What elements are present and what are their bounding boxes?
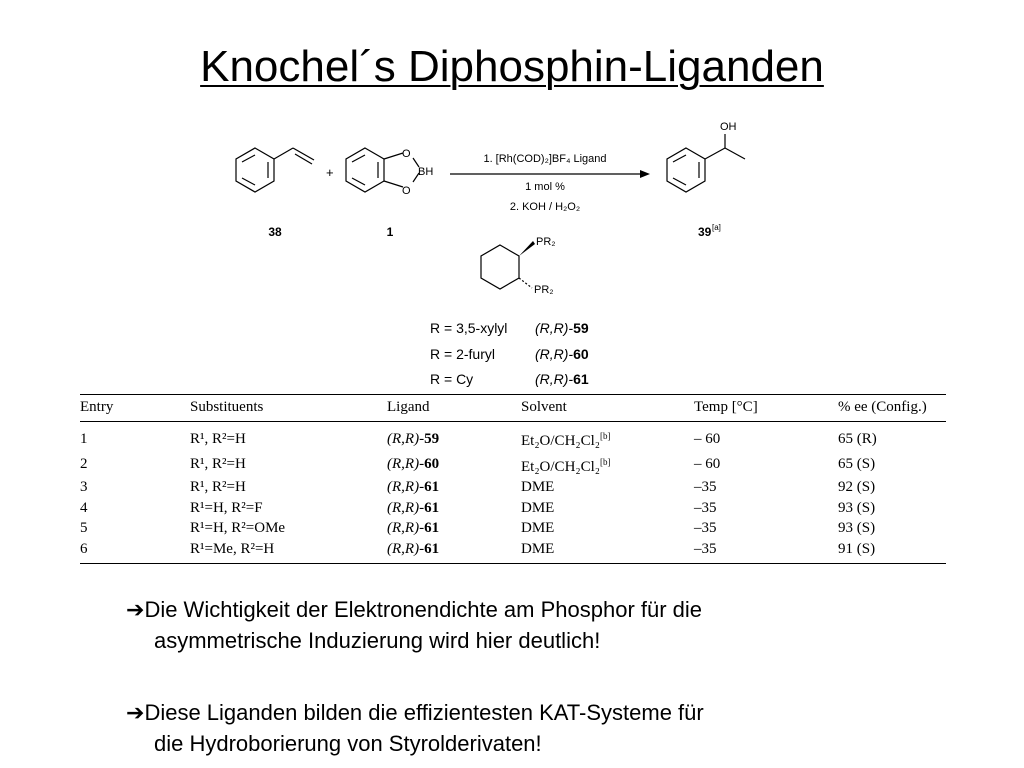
cell-substituents: R¹, R²=H xyxy=(190,456,246,472)
bullet-line-1: Diese Liganden bilden die effizientesten KAT-Systeme für xyxy=(144,700,704,725)
results-table xyxy=(80,394,946,564)
cell-ee: 93 (S) xyxy=(838,499,876,516)
ligand-config: (R,R)- xyxy=(535,371,574,387)
cell-temp: – 60 xyxy=(694,456,721,472)
cell-ligand-config: (R,R)- xyxy=(387,456,425,472)
header-substituents: Substituents xyxy=(190,395,387,422)
cell-temp: –35 xyxy=(694,499,717,516)
cell-solvent xyxy=(521,477,694,498)
cell-ligand-config: (R,R)- xyxy=(387,430,425,447)
cell-ligand-number: 61 xyxy=(424,499,440,516)
cell-ligand-number: 61 xyxy=(424,479,440,495)
cell-ligand-number: 61 xyxy=(424,540,440,557)
cell-ee: 65 (R) xyxy=(838,430,877,447)
bullet-line-2: die Hydroborierung von Styrolderivaten! xyxy=(154,731,542,756)
cell-entry: 6 xyxy=(80,539,190,564)
cell-ligand xyxy=(387,452,521,478)
product-structure xyxy=(667,134,745,192)
ligand-number: 59 xyxy=(573,320,589,336)
cell-entry: 2 xyxy=(80,456,88,472)
header-solvent: Solvent xyxy=(521,395,694,422)
cell-entry: 1 xyxy=(80,430,88,447)
cell-temp: – 60 xyxy=(694,430,721,447)
cell-entry: 5 xyxy=(80,520,88,536)
styrene-structure xyxy=(236,148,314,192)
ligand-r-value: R = 3,5-xylyl xyxy=(430,320,508,336)
cell-ee: 92 (S) xyxy=(838,479,876,495)
cell-ligand xyxy=(387,518,521,539)
cell-substituents: R¹=H, R²=F xyxy=(190,499,263,516)
cell-solvent-text: DME xyxy=(521,520,555,536)
cell-ligand-number: 61 xyxy=(424,520,440,536)
cell-ee: 93 (S) xyxy=(838,520,876,536)
ligand-number: 60 xyxy=(573,346,589,362)
ligand-r-value: R = 2-furyl xyxy=(430,346,495,362)
cell-entry: 3 xyxy=(80,479,88,495)
header-ee: % ee (Config.) xyxy=(838,395,946,422)
cell-solvent-text: Et₂O/CH₂Cl₂ xyxy=(521,458,601,475)
cell-temp: –35 xyxy=(694,479,717,495)
compound-label-39-sup: [a] xyxy=(712,223,721,232)
header-ligand: Ligand xyxy=(387,395,521,422)
condition-line-3: 2. KOH / H₂O₂ xyxy=(509,201,581,213)
cell-substituents: R¹, R²=H xyxy=(190,479,246,495)
cell-substituents: R¹=H, R²=OMe xyxy=(190,520,286,536)
cell-solvent-text: DME xyxy=(521,499,555,516)
ligand-r-value: R = Cy xyxy=(430,371,474,387)
bh-label: BH xyxy=(418,166,434,178)
cell-ligand-number: 59 xyxy=(424,430,440,447)
cell-ligand-config: (R,R)- xyxy=(387,540,425,557)
cell-ligand xyxy=(387,539,521,564)
cell-solvent xyxy=(521,498,694,519)
table-row xyxy=(80,518,946,539)
table-row xyxy=(80,422,946,452)
ligand-number: 61 xyxy=(573,371,589,387)
cell-ligand-number: 60 xyxy=(424,456,440,472)
table-header-row xyxy=(80,395,946,422)
arrow-icon: ➔ xyxy=(126,597,145,622)
ligand-legend-row xyxy=(430,346,589,362)
cell-solvent-text: DME xyxy=(521,479,555,495)
cell-substituents: R¹=Me, R²=H xyxy=(190,539,387,564)
o-top-label: O xyxy=(402,148,411,160)
o-bottom-label: O xyxy=(402,185,411,197)
ligand-legend-row xyxy=(430,371,589,387)
plus-sign: + xyxy=(326,165,334,180)
bullet-point xyxy=(126,697,704,759)
cell-solvent xyxy=(521,518,694,539)
cell-solvent xyxy=(521,422,694,452)
table-row xyxy=(80,539,946,564)
bullet-line-2: asymmetrische Induzierung wird hier deutlich! xyxy=(154,628,601,653)
pr2-top-label: PR₂ xyxy=(536,236,556,248)
header-entry: Entry xyxy=(80,395,190,422)
cell-solvent xyxy=(521,452,694,478)
cell-ligand xyxy=(387,498,521,519)
reaction-scheme xyxy=(200,112,760,302)
ligand-legend-row xyxy=(430,320,589,336)
cell-ligand-config: (R,R)- xyxy=(387,479,425,495)
table-row xyxy=(80,477,946,498)
cell-ligand xyxy=(387,477,521,498)
bullet-point xyxy=(126,594,702,656)
cell-temp: –35 xyxy=(694,520,717,536)
results-table-container xyxy=(80,394,946,564)
arrow-icon: ➔ xyxy=(126,700,145,725)
ligand-config: (R,R)- xyxy=(535,346,574,362)
oh-label: OH xyxy=(720,121,737,133)
compound-label-39: 39 xyxy=(698,225,712,239)
cell-ee: 91 (S) xyxy=(838,539,946,564)
slide-title: Knochel´s Diphosphin-Liganden xyxy=(200,42,824,91)
cell-solvent-text: Et₂O/CH₂Cl₂ xyxy=(521,433,601,449)
bullet-line-1: Die Wichtigkeit der Elektronendichte am Phosphor für die xyxy=(144,597,703,622)
cell-ligand-config: (R,R)- xyxy=(387,520,425,536)
cell-ligand-config: (R,R)- xyxy=(387,499,425,516)
condition-line-2: 1 mol % xyxy=(525,181,565,193)
header-temp: Temp [°C] xyxy=(694,395,838,422)
condition-line-1: 1. [Rh(COD)₂]BF₄ Ligand xyxy=(483,153,607,165)
cell-solvent-text: DME xyxy=(521,540,555,557)
table-row xyxy=(80,498,946,519)
ligand-config: (R,R)- xyxy=(535,320,574,336)
cell-solvent-footnote: [b] xyxy=(600,456,611,467)
cell-solvent xyxy=(521,539,694,564)
cell-entry: 4 xyxy=(80,499,88,516)
table-row xyxy=(80,452,946,478)
compound-label-1: 1 xyxy=(386,225,394,239)
cell-ee: 65 (S) xyxy=(838,456,876,472)
cell-solvent-footnote: [b] xyxy=(600,431,611,441)
cell-ligand xyxy=(387,422,521,452)
compound-label-38: 38 xyxy=(268,225,282,239)
cell-substituents: R¹, R²=H xyxy=(190,430,246,447)
pr2-bottom-label: PR₂ xyxy=(534,284,554,296)
cell-temp: –35 xyxy=(694,539,838,564)
